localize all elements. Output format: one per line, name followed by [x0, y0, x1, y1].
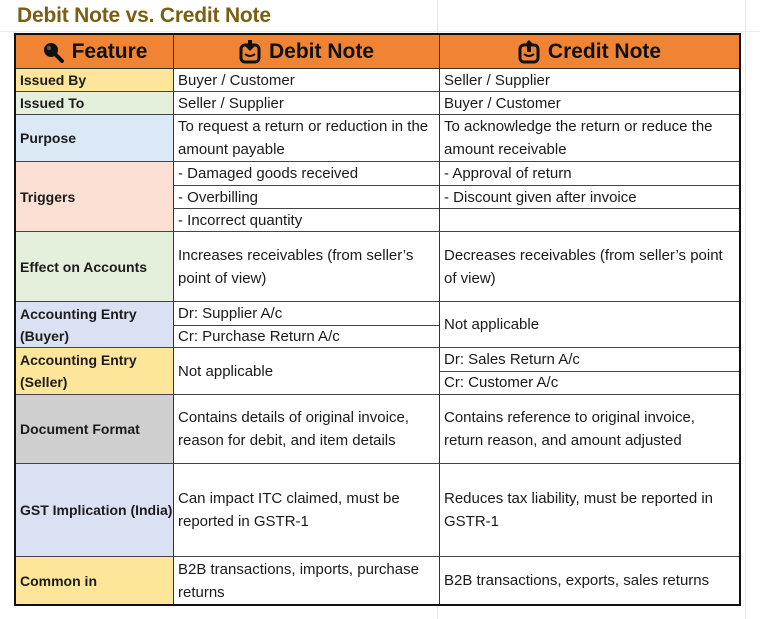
magnifier-icon: [42, 41, 64, 63]
credit-cell: - Approval of return: [444, 165, 572, 182]
row-label: Common in: [16, 557, 173, 604]
debit-cell: Increases receivables (from seller’s point of view): [178, 246, 414, 287]
credit-cell: Dr: Sales Return A/c: [444, 351, 580, 368]
debit-cell: Not applicable: [178, 362, 274, 380]
debit-cell: Seller / Supplier: [178, 94, 284, 112]
credit-cell: B2B transactions, exports, sales returns: [444, 572, 710, 589]
row-issued-to: [16, 92, 739, 115]
debit-cell: - Incorrect quantity: [174, 208, 439, 231]
credit-cell: Contains reference to original invoice, return reason, and amount adjusted: [444, 409, 695, 449]
row-accounting-entry-seller: [16, 348, 739, 395]
header-feature-label: Feature: [71, 39, 148, 63]
row-label: Triggers: [16, 162, 173, 231]
credit-cell: To acknowledge the return or reduce the amount receivable: [444, 118, 713, 158]
credit-cell: Cr: Customer A/c: [440, 371, 739, 393]
debit-cell: - Damaged goods received: [178, 165, 359, 182]
row-label: Issued To: [16, 92, 173, 114]
credit-cell: Not applicable: [444, 316, 540, 333]
debit-cell: B2B transactions, imports, purchase returns: [178, 560, 419, 601]
header-feature: [16, 35, 173, 68]
credit-cell: - Discount given after invoice: [440, 185, 739, 208]
row-common-in: [16, 557, 739, 604]
row-effect-on-accounts: [16, 232, 739, 302]
sheet-gridline: [0, 31, 760, 32]
credit-cell: Decreases receivables (from seller’s point of view): [444, 246, 723, 287]
tray-upload-icon: [518, 40, 540, 64]
debit-cell: Buyer / Customer: [178, 71, 295, 89]
debit-cell: To request a return or reduction in the amount payable: [178, 118, 429, 158]
row-purpose: [16, 115, 739, 162]
header-debit-label: Debit Note: [269, 39, 374, 63]
row-label: Purpose: [16, 115, 173, 161]
header-credit: [439, 35, 739, 68]
row-gst-implication: [16, 464, 739, 557]
debit-cell: Contains details of original invoice, reason for debit, and item details: [178, 409, 409, 449]
credit-cell: [440, 208, 739, 231]
row-issued-by: [16, 69, 739, 92]
table-header: [16, 35, 739, 69]
row-label: Issued By: [16, 69, 173, 91]
row-triggers: [16, 162, 739, 232]
row-document-format: [16, 395, 739, 464]
row-accounting-entry-buyer: [16, 302, 739, 348]
debit-cell: Dr: Supplier A/c: [178, 305, 283, 322]
debit-cell: - Overbilling: [174, 185, 439, 208]
tray-download-icon: [239, 40, 261, 64]
sheet-gridline: [745, 0, 746, 619]
row-label: Effect on Accounts: [16, 232, 173, 301]
debit-cell: Cr: Purchase Return A/c: [174, 325, 439, 347]
header-debit: [173, 35, 439, 68]
page-title: Debit Note vs. Credit Note: [17, 4, 271, 27]
row-label: Document Format: [16, 395, 173, 463]
debit-cell: Can impact ITC claimed, must be reported in GSTR-1: [178, 490, 400, 530]
row-label: Accounting Entry (Buyer): [16, 302, 173, 347]
row-label: Accounting Entry (Seller): [16, 348, 173, 394]
credit-cell: Reduces tax liability, must be reported in GSTR-1: [444, 490, 714, 530]
header-credit-label: Credit Note: [547, 39, 662, 63]
credit-cell: Buyer / Customer: [444, 94, 561, 112]
comparison-table: [14, 33, 741, 606]
row-label: GST Implication (India): [16, 464, 173, 556]
credit-cell: Seller / Supplier: [444, 71, 550, 89]
